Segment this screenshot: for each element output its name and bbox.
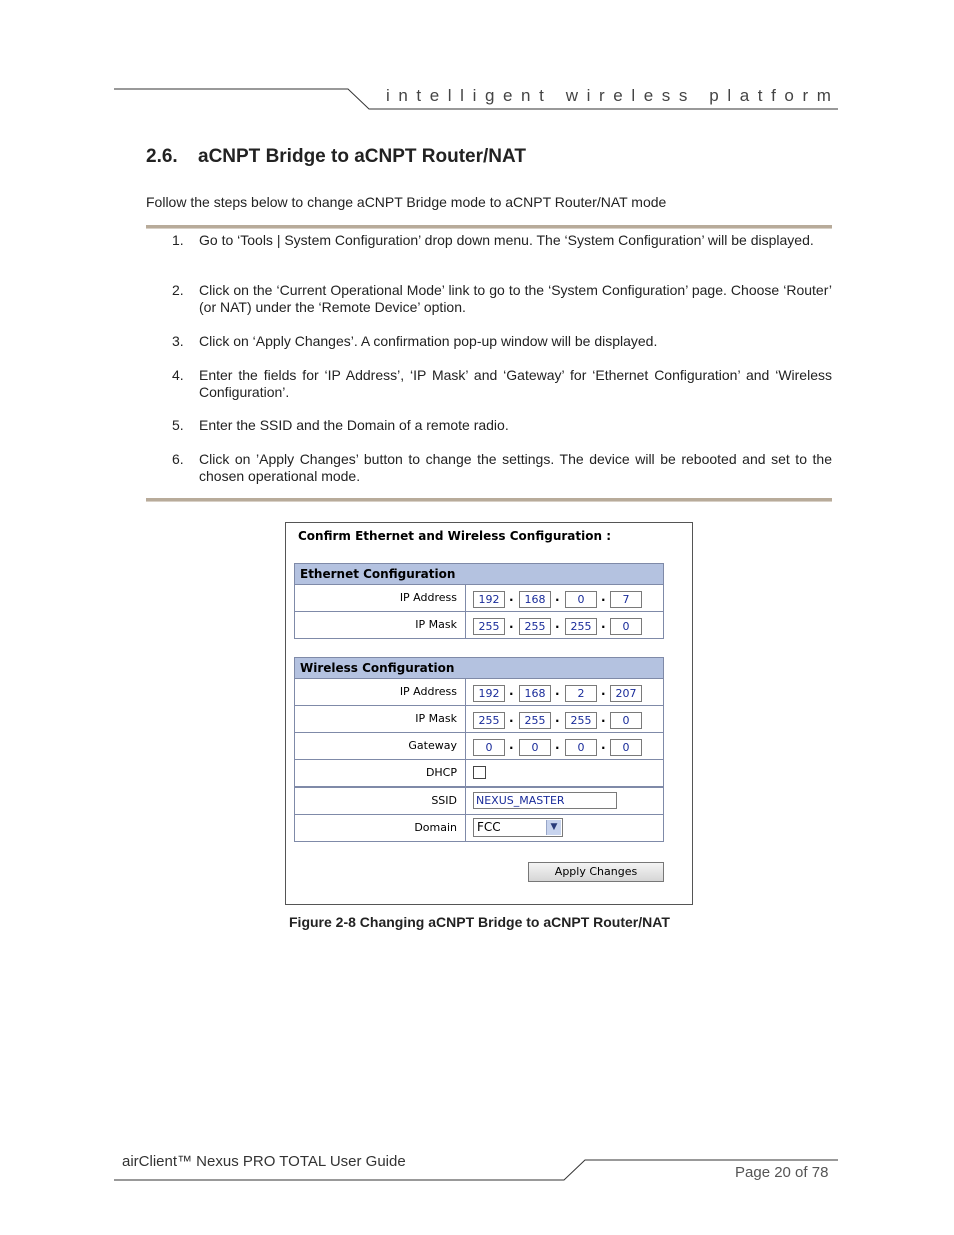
mask-octet-input[interactable]: 255	[565, 618, 597, 635]
top-rule	[146, 225, 832, 229]
ip-octet-input[interactable]: 2	[565, 685, 597, 702]
gateway-octet-input[interactable]: 0	[519, 739, 551, 756]
bottom-rule	[146, 498, 832, 502]
figure-caption: Figure 2-8 Changing aCNPT Bridge to aCNPT Router/NAT	[289, 914, 670, 930]
mask-octet-input[interactable]: 255	[565, 712, 597, 729]
ip-octet-input[interactable]: 0	[565, 591, 597, 608]
ip-octet-input[interactable]: 192	[473, 685, 505, 702]
step-text: Click on ‘Apply Changes’. A confirmation pop-up window will be displayed.	[199, 333, 658, 349]
wireless-dhcp-row	[295, 760, 663, 787]
field-label: IP Mask	[415, 712, 457, 725]
section-title: aCNPT Bridge to aCNPT Router/NAT	[198, 146, 526, 167]
gateway-octet-input[interactable]: 0	[565, 739, 597, 756]
step-number: 1.	[172, 232, 184, 248]
ethernet-mask-row: IP Mask 255 . 255 . 255 . 0	[295, 612, 663, 638]
section-heading	[146, 146, 526, 168]
mask-octet-input[interactable]: 0	[610, 618, 642, 635]
config-screenshot	[285, 522, 693, 905]
step-text: Go to ‘Tools | System Configuration’ drop down menu. The ‘System Configuration’ will be displayed.	[199, 232, 814, 248]
footer-page-number: Page 20 of 78	[735, 1164, 829, 1181]
field-label: SSID	[431, 794, 457, 807]
intro-paragraph: Follow the steps below to change aCNPT Bridge mode to aCNPT Router/NAT mode	[146, 194, 667, 210]
ip-octet-input[interactable]: 207	[610, 685, 642, 702]
ip-octet-input[interactable]: 168	[519, 685, 551, 702]
step-number: 4.	[172, 367, 184, 383]
mask-octet-input[interactable]: 0	[610, 712, 642, 729]
field-label: IP Address	[399, 591, 457, 604]
field-label: Domain	[414, 821, 457, 834]
section-number: 2.6.	[146, 146, 178, 167]
ssid-input[interactable]: NEXUS_MASTER	[473, 792, 617, 809]
domain-value: FCC	[477, 820, 501, 834]
wireless-ip-row: IP Address 192 . 168 . 2 . 207	[295, 679, 663, 706]
step-number: 6.	[172, 451, 184, 467]
wireless-config-table	[294, 657, 664, 842]
mask-octet-input[interactable]: 255	[473, 618, 505, 635]
mask-octet-input[interactable]: 255	[519, 712, 551, 729]
chevron-down-icon[interactable]: ▼	[546, 820, 561, 835]
step-text: Click on ’Apply Changes’ button to change the settings. The device will be rebooted and set to the chosen operational mode.	[199, 451, 832, 484]
ip-octet-input[interactable]: 192	[473, 591, 505, 608]
ethernet-heading: Ethernet Configuration	[295, 564, 663, 585]
wireless-heading: Wireless Configuration	[295, 658, 663, 679]
step-text: Enter the SSID and the Domain of a remote radio.	[199, 417, 509, 433]
step-text: Click on the ‘Current Operational Mode’ link to go to the ‘System Configuration’ page. Choose ‘Router’ (or NAT) under the ‘Remote Device’ option.	[199, 282, 832, 315]
mask-octet-input[interactable]: 255	[519, 618, 551, 635]
footer-guide-title: airClient™ Nexus PRO TOTAL User Guide	[122, 1153, 406, 1170]
step-text: Enter the fields for ‘IP Address’, ‘IP Mask’ and ‘Gateway’ for ‘Ethernet Configuration’ and ‘Wireless Configuration’.	[199, 367, 832, 400]
apply-changes-button[interactable]: Apply Changes	[528, 862, 664, 882]
wireless-domain-row	[295, 815, 663, 841]
wireless-ssid-row	[295, 787, 663, 815]
ip-octet-input[interactable]: 168	[519, 591, 551, 608]
dhcp-checkbox[interactable]	[473, 766, 486, 779]
field-label: IP Mask	[415, 618, 457, 631]
wireless-mask-row: IP Mask 255 . 255 . 255 . 0	[295, 706, 663, 733]
domain-select[interactable]	[473, 818, 563, 837]
field-label: Gateway	[408, 739, 457, 752]
ip-octet-input[interactable]: 7	[610, 591, 642, 608]
ethernet-config-table	[294, 563, 664, 639]
step-number: 3.	[172, 333, 184, 349]
dialog-title: Confirm Ethernet and Wireless Configuration :	[298, 529, 611, 543]
header-tagline: intelligent wireless platform	[386, 86, 840, 105]
field-label: DHCP	[425, 766, 457, 779]
step-number: 2.	[172, 282, 184, 298]
gateway-octet-input[interactable]: 0	[610, 739, 642, 756]
wireless-gateway-row: Gateway 0 . 0 . 0 . 0	[295, 733, 663, 760]
field-label: IP Address	[399, 685, 457, 698]
ethernet-ip-row: IP Address 192 . 168 . 0 . 7	[295, 585, 663, 612]
step-number: 5.	[172, 417, 184, 433]
gateway-octet-input[interactable]: 0	[473, 739, 505, 756]
mask-octet-input[interactable]: 255	[473, 712, 505, 729]
